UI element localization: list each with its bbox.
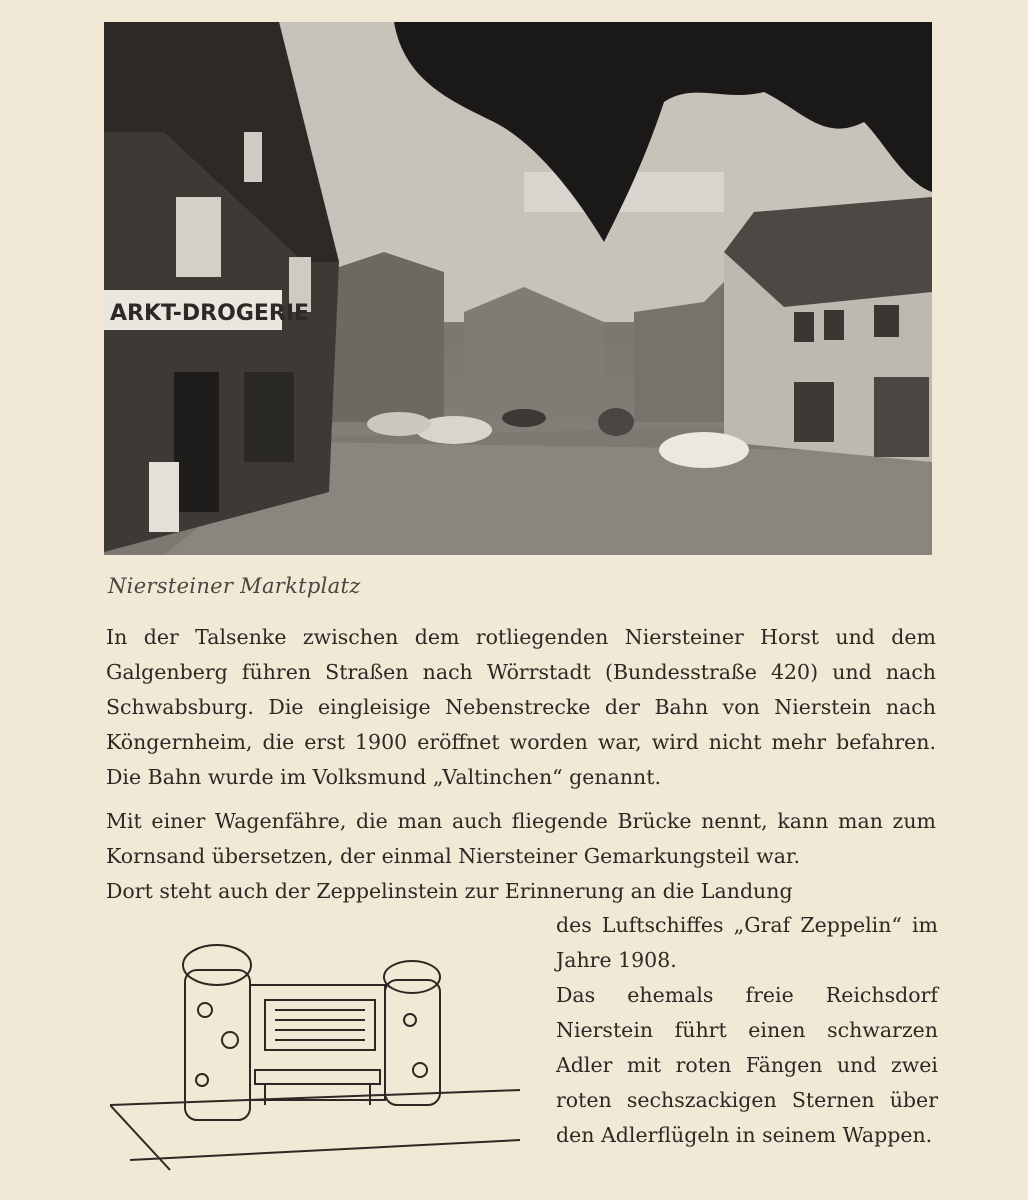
zeppelin-stone-illustration xyxy=(110,930,530,1180)
paragraph-zeppelinstein-intro: Dort steht auch der Zeppelinstein zur Erinnerung an die Landung xyxy=(106,879,793,903)
paragraph-zeppelinstein-end: des Luftschiffes „Graf Zeppelin“ im Jahre 1908. xyxy=(556,913,938,972)
paragraph-talsenke: In der Talsenke zwischen dem rotliegenden Niersteiner Horst und dem Galgenberg führen Straßen nach Wörrstadt (Bundesstraße 420) und nach Schwabsburg. Die eingleisige Nebenstrecke der Bahn von Nierstein nach Köngernheim, die erst 1900 eröffnet worden war, wird nicht mehr befahren. Die Bahn wurde im Volksmund „Valtinchen“ genannt. xyxy=(106,625,936,789)
photo-caption: Niersteiner Marktplatz xyxy=(108,574,361,598)
paragraph-wagenfaehre: Mit einer Wagenfähre, die man auch fliegende Brücke nennt, kann man zum Kornsand übersetzen, der einmal Niersteiner Gemarkungsteil war. xyxy=(106,809,936,868)
drugstore-sign: ARKT-DROGERIE xyxy=(110,301,310,326)
paragraph-wappen: Das ehemals freie Reichsdorf Nierstein führt einen schwarzen Adler mit roten Fängen und zwei roten sechszackigen Sternen über den Adlerflügeln in seinem Wappen. xyxy=(556,983,938,1147)
market-square-photo xyxy=(104,22,932,555)
